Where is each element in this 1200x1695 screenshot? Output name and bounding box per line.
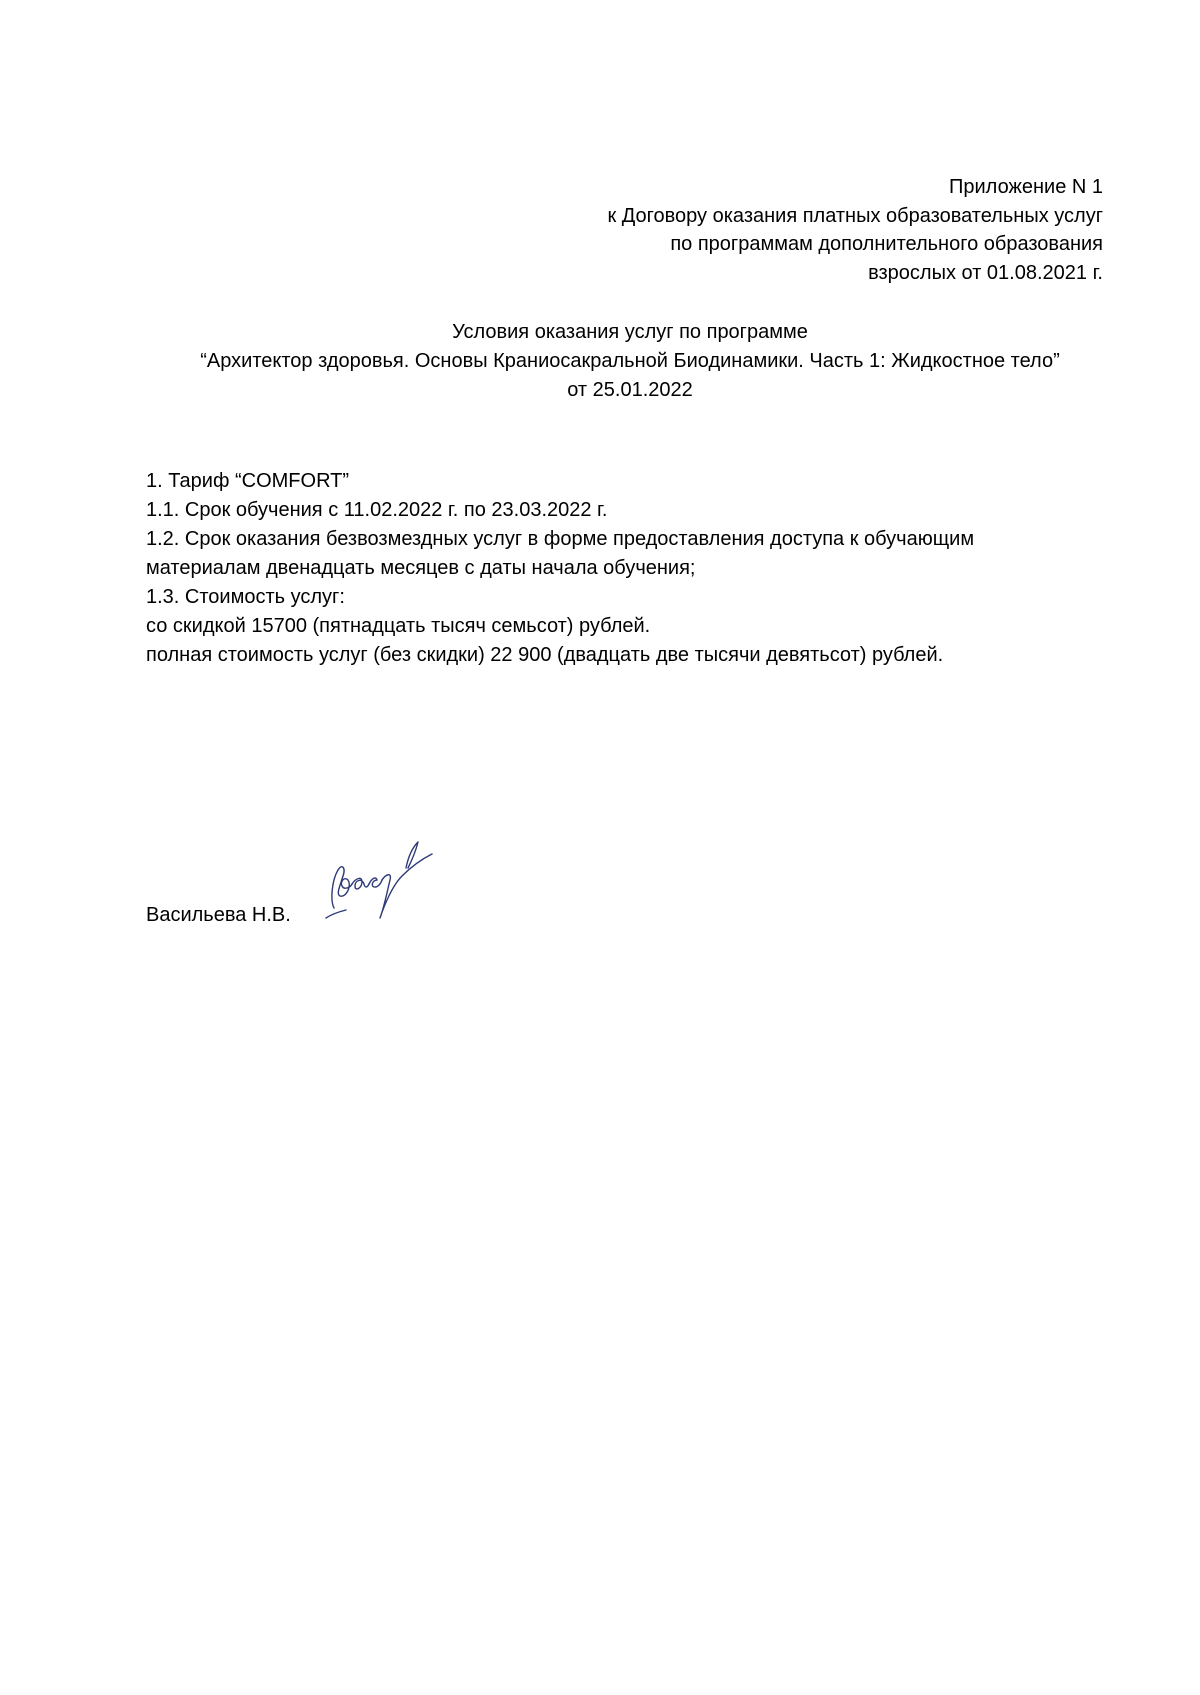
tariff-name: 1. Тариф “COMFORT” xyxy=(146,470,350,492)
title-heading: Условия оказания услуг по программе xyxy=(452,321,808,343)
program-name: “Архитектор здоровья. Основы Краниосакральной Биодинамики. Часть 1: Жидкостное тело” xyxy=(200,350,1060,372)
handwritten-signature xyxy=(322,830,452,930)
cost-heading: 1.3. Стоимость услуг: xyxy=(146,586,345,608)
tariff-terms xyxy=(146,467,1146,670)
appendix-contract-reference: к Договору оказания платных образовательных услуг xyxy=(607,204,1103,227)
signer-name: Васильева Н.В. xyxy=(146,904,291,926)
full-cost: полная стоимость услуг (без скидки) 22 900 (двадцать две тысячи девятьсот) рублей. xyxy=(146,644,944,666)
free-access-period-continued: материалам двенадцать месяцев с даты начала обучения; xyxy=(146,557,696,579)
appendix-program-type: по программам дополнительного образования xyxy=(670,233,1103,255)
appendix-header xyxy=(403,173,1103,287)
appendix-contract-date: взрослых от 01.08.2021 г. xyxy=(868,261,1103,284)
title-date: от 25.01.2022 xyxy=(567,379,693,401)
document-title xyxy=(100,318,1160,405)
discounted-cost: со скидкой 15700 (пятнадцать тысяч семьсот) рублей. xyxy=(146,615,651,637)
signature-stroke-4 xyxy=(380,854,432,918)
signature-stroke-1 xyxy=(332,867,352,908)
study-period: 1.1. Срок обучения с 11.02.2022 г. по 23.03.2022 г. xyxy=(146,499,608,521)
free-access-period: 1.2. Срок оказания безвозмездных услуг в форме предоставления доступа к обучающим xyxy=(146,528,975,550)
appendix-number: Приложение N 1 xyxy=(949,176,1103,198)
signature-stroke-3 xyxy=(369,878,382,887)
signature-stroke-2 xyxy=(352,878,369,889)
signature-stroke-6 xyxy=(326,910,346,918)
